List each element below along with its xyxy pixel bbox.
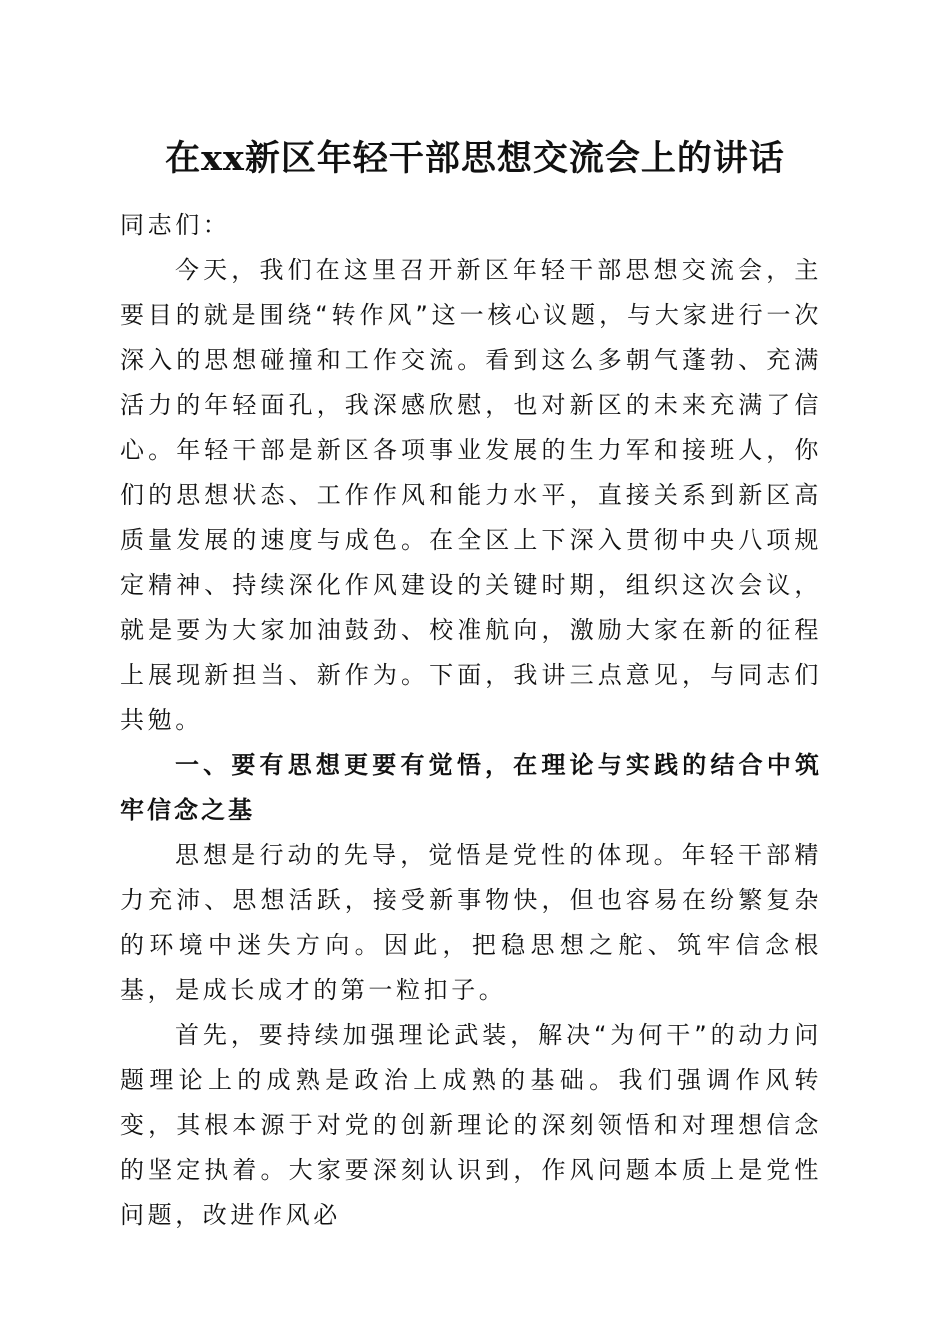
body-paragraph: 首先，要持续加强理论武装，解决“为何干”的动力问题理论上的成熟是政治上成熟的基础。我们强调作风转变，其根本源于对党的创新理论的深刻领悟和对理想信念的坚定执着。大家要深刻认识到，作风问题本质上是党性问题，改进作风必 xyxy=(120,1021,822,1229)
document-title: 在xx新区年轻干部思想交流会上的讲话 xyxy=(165,138,785,179)
document-body xyxy=(120,203,822,1238)
body-paragraph: 思想是行动的先导，觉悟是党性的体现。年轻干部精力充沛、思想活跃，接受新事物快，但也容易在纷繁复杂的环境中迷失方向。因此，把稳思想之舵、筑牢信念根基，是成长成才的第一粒扣子。 xyxy=(120,841,822,1004)
section-heading-1: 一、要有思想更要有觉悟，在理论与实践的结合中筑牢信念之基 xyxy=(120,751,822,824)
opening-paragraph: 今天，我们在这里召开新区年轻干部思想交流会，主要目的就是围绕“转作风”这一核心议题，与大家进行一次深入的思想碰撞和工作交流。看到这么多朝气蓬勃、充满活力的年轻面孔，我深感欣慰，也对新区的未来充满了信心。年轻干部是新区各项事业发展的生力军和接班人，你们的思想状态、工作作风和能力水平，直接关系到新区高质量发展的速度与成色。在全区上下深入贯彻中央八项规定精神、持续深化作风建设的关键时期，组织这次会议，就是要为大家加油鼓劲、校准航向，激励大家在新的征程上展现新担当、新作为。下面，我讲三点意见，与同志们共勉。 xyxy=(120,256,822,734)
salutation: 同志们： xyxy=(120,211,231,239)
